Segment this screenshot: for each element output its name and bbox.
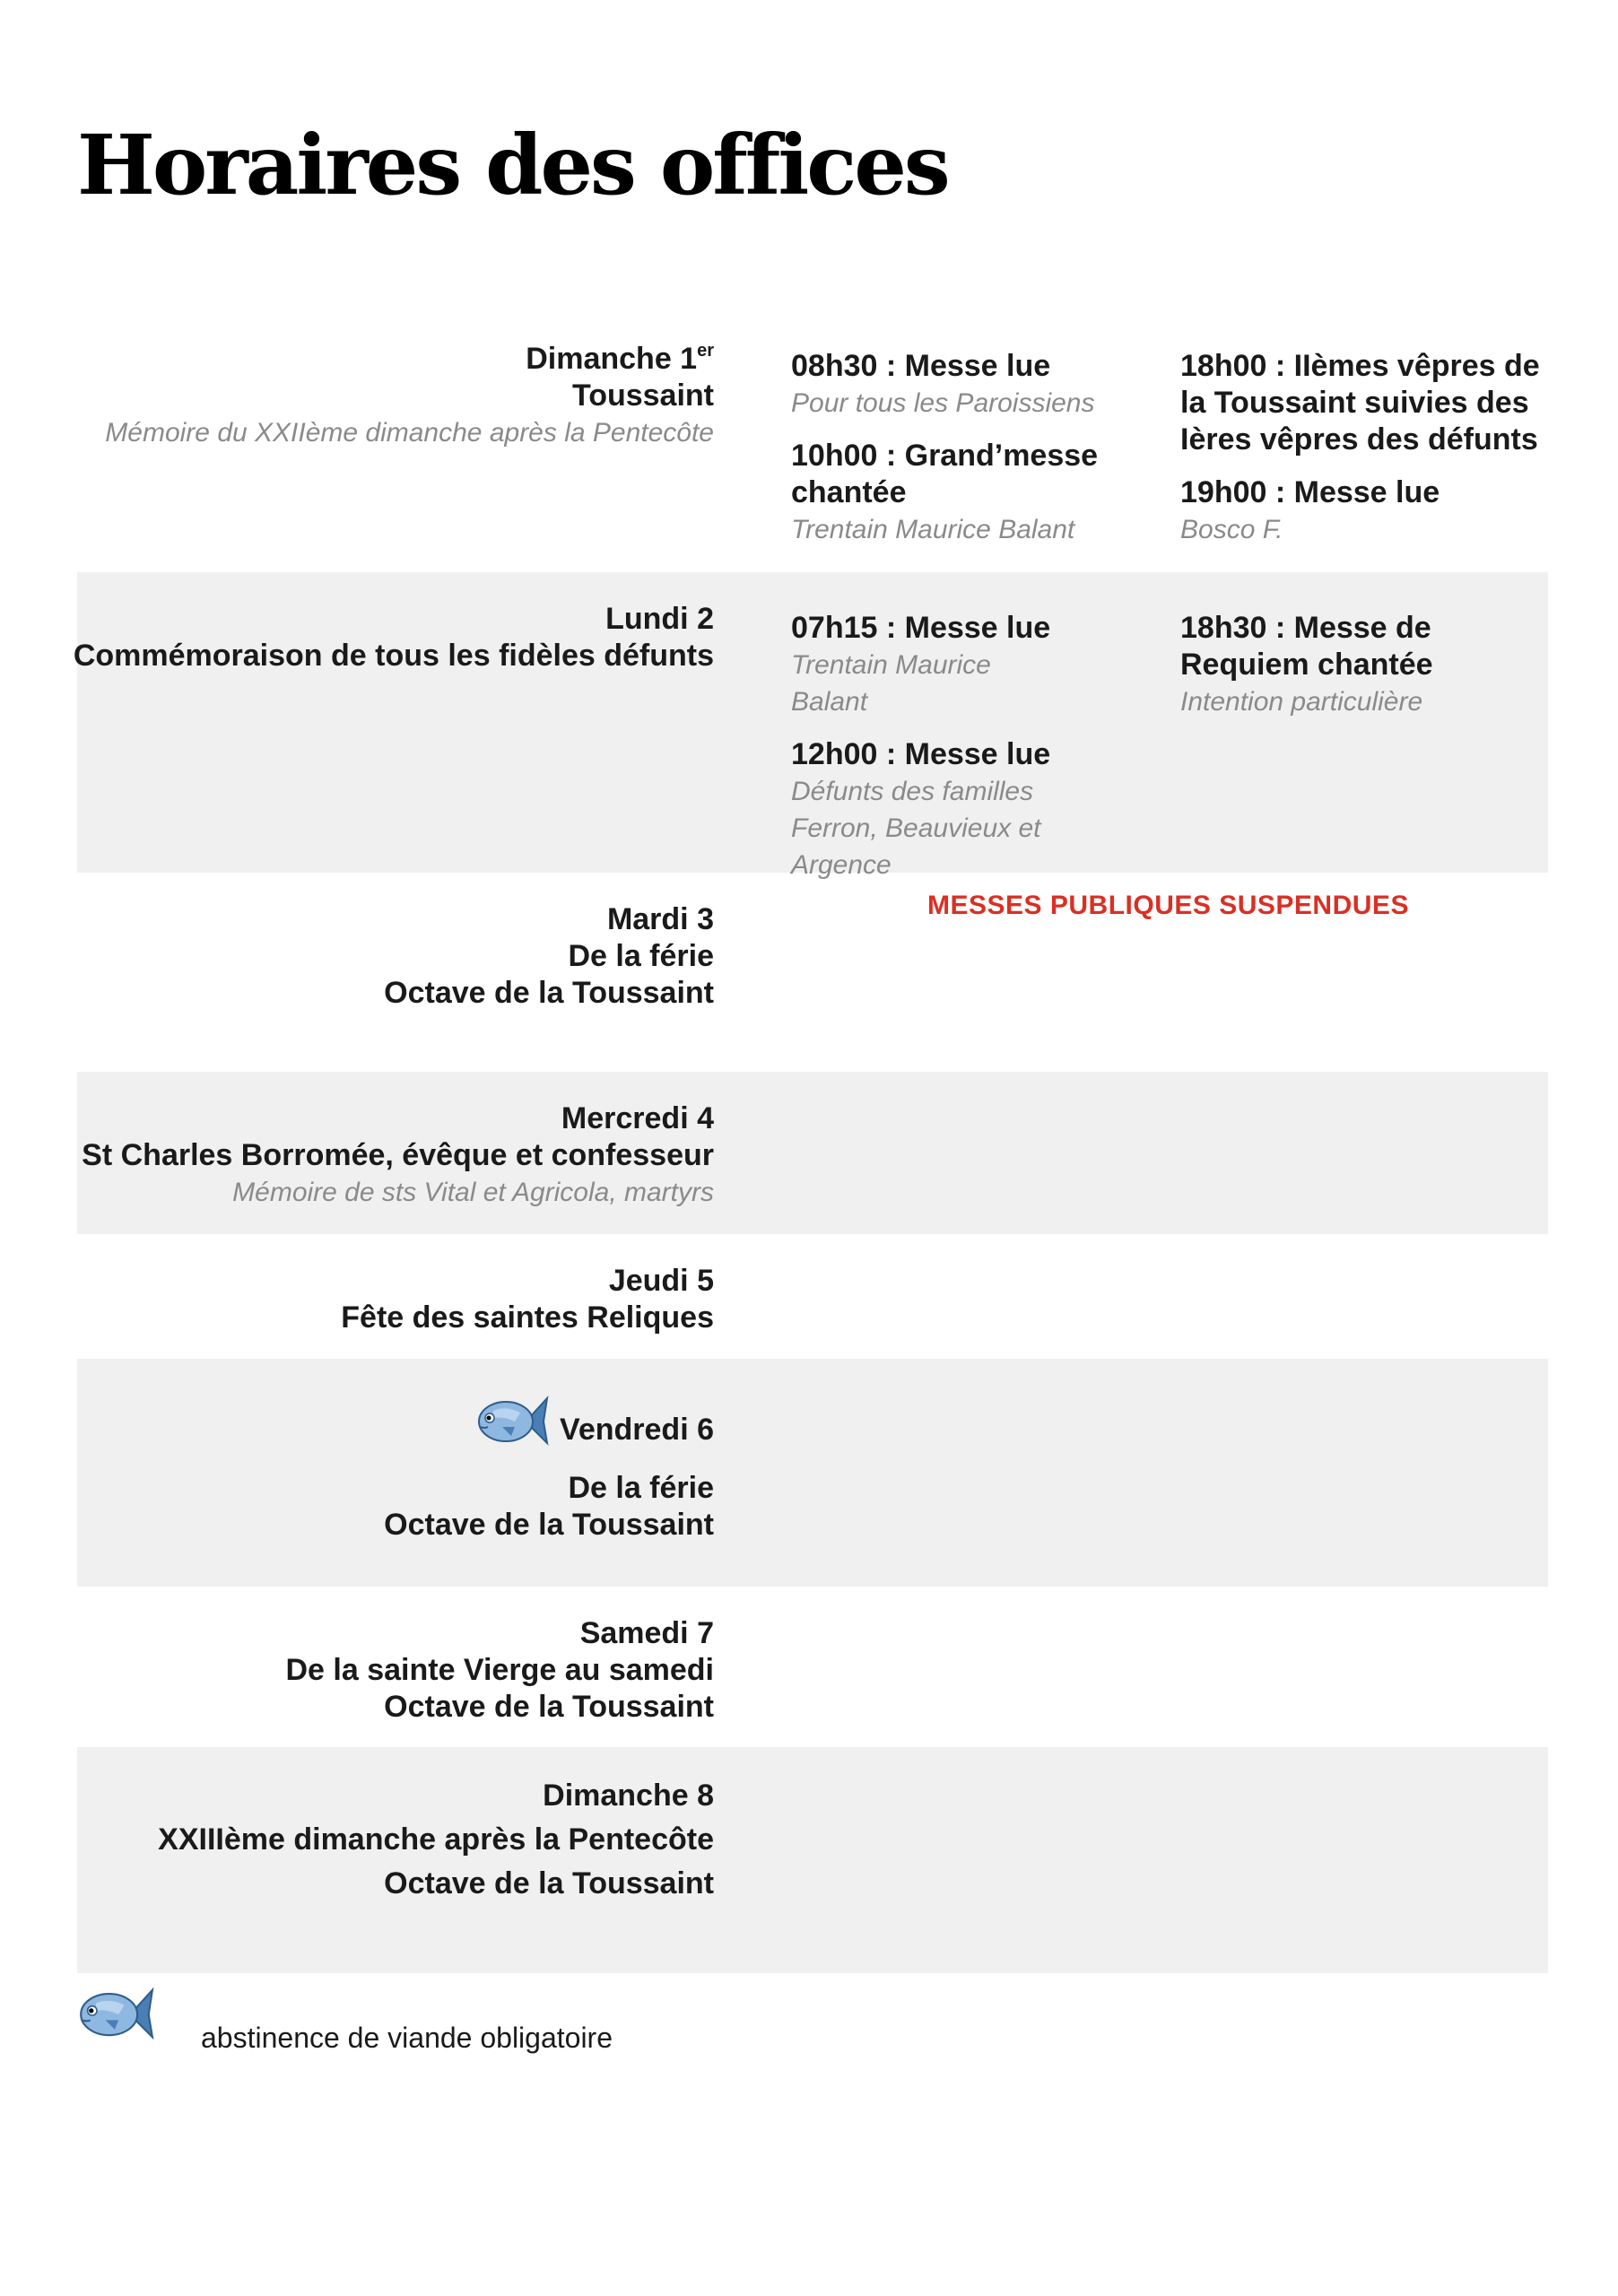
mass-intention: Pour tous les Paroissiens — [791, 388, 1095, 418]
day-info — [32, 1100, 714, 1211]
mass-time: 18h00 : IIèmes vêpres de la Toussaint suivies des Ières vêpres des défunts — [1180, 349, 1540, 457]
day-name: Dimanche 8 — [543, 1779, 714, 1813]
day-info — [32, 341, 714, 451]
mass-time: 18h30 : Messe de Requiem chantée — [1180, 611, 1433, 682]
day-name: Mardi 3 — [606, 902, 714, 936]
day-feast: Toussaint — [571, 378, 714, 413]
mass-time: 07h15 : Messe lue — [791, 611, 1051, 645]
fish-icon — [77, 1982, 154, 2043]
day-row-mardi-3 — [77, 873, 1548, 1072]
day-row-vendredi-6 — [77, 1359, 1548, 1587]
day-name: Mercredi 4 — [561, 1101, 714, 1135]
mass-intention: Défunts des familles Ferron, Beauvieux et Argence — [791, 777, 1041, 880]
mass-column-morning — [791, 610, 1060, 900]
fish-icon — [475, 1391, 549, 1448]
mass-intention: Intention particulière — [1180, 687, 1423, 717]
day-octave: Octave de la Toussaint — [384, 1866, 714, 1900]
day-info — [32, 1778, 714, 1902]
day-feast: De la sainte Vierge au samedi — [285, 1653, 714, 1687]
day-name: Lundi 2 — [605, 602, 714, 636]
mass-entry — [791, 610, 1060, 720]
mass-column-evening — [1180, 610, 1548, 736]
mass-time: 10h00 : Grand’messe chantée — [791, 439, 1099, 509]
day-name — [32, 1391, 714, 1457]
mass-intention: Trentain Maurice Balant — [791, 650, 991, 717]
day-octave: Octave de la Toussaint — [384, 1690, 714, 1724]
mass-time: 19h00 : Messe lue — [1180, 475, 1440, 509]
schedule-table — [73, 323, 1548, 1973]
day-row-jeudi-5 — [77, 1234, 1548, 1359]
mass-column-morning — [791, 348, 1159, 564]
mass-entry — [1180, 348, 1548, 458]
mass-intention: Trentain Maurice Balant — [791, 515, 1075, 544]
legend-text: abstinence de viande obligatoire — [201, 2022, 613, 2054]
day-name-superscript: er — [697, 340, 714, 361]
day-note: Mémoire de sts Vital et Agricola, martyrs — [232, 1178, 714, 1207]
day-info — [32, 1263, 714, 1336]
mass-intention: Bosco F. — [1180, 515, 1283, 544]
day-octave: Octave de la Toussaint — [384, 1508, 714, 1542]
day-info — [32, 901, 714, 1012]
day-feast: De la férie — [568, 939, 714, 973]
day-note: Mémoire du XXIIème dimanche après la Pentecôte — [105, 418, 714, 448]
day-feast: XXIIIème dimanche après la Pentecôte — [158, 1822, 714, 1857]
mass-entry — [791, 348, 1159, 422]
day-row-dimanche-1 — [77, 323, 1548, 572]
day-info — [32, 1391, 714, 1544]
mass-time: 08h30 : Messe lue — [791, 349, 1051, 383]
day-name-with-icon: Vendredi 6 — [475, 1391, 714, 1448]
day-octave: Octave de la Toussaint — [384, 976, 714, 1010]
day-name: Samedi 7 — [579, 1616, 714, 1650]
day-feast: De la férie — [568, 1471, 714, 1505]
day-name: Dimanche 1er — [526, 340, 714, 376]
mass-entry — [1180, 610, 1548, 720]
page-title: Horaires des offices — [77, 117, 948, 213]
day-feast: Fête des saintes Reliques — [341, 1300, 714, 1335]
day-feast: Commémoraison de tous les fidèles défunts — [73, 639, 714, 673]
day-row-dimanche-8 — [77, 1747, 1548, 1973]
mass-entry — [791, 736, 1060, 883]
day-info — [32, 601, 714, 674]
mass-entry — [791, 438, 1159, 548]
notice-suspended: MESSES PUBLIQUES SUSPENDUES — [927, 891, 1409, 920]
mass-column-evening — [1180, 348, 1548, 564]
mass-entry — [1180, 474, 1548, 548]
day-row-samedi-7 — [77, 1587, 1548, 1747]
day-row-lundi-2 — [73, 572, 1548, 880]
day-info — [32, 1615, 714, 1726]
day-name: Jeudi 5 — [608, 1264, 714, 1298]
day-row-mercredi-4 — [77, 1072, 1548, 1234]
day-feast: St Charles Borromée, évêque et confesseur — [82, 1138, 714, 1172]
mass-time: 12h00 : Messe lue — [791, 737, 1051, 771]
legend — [77, 1982, 974, 2054]
